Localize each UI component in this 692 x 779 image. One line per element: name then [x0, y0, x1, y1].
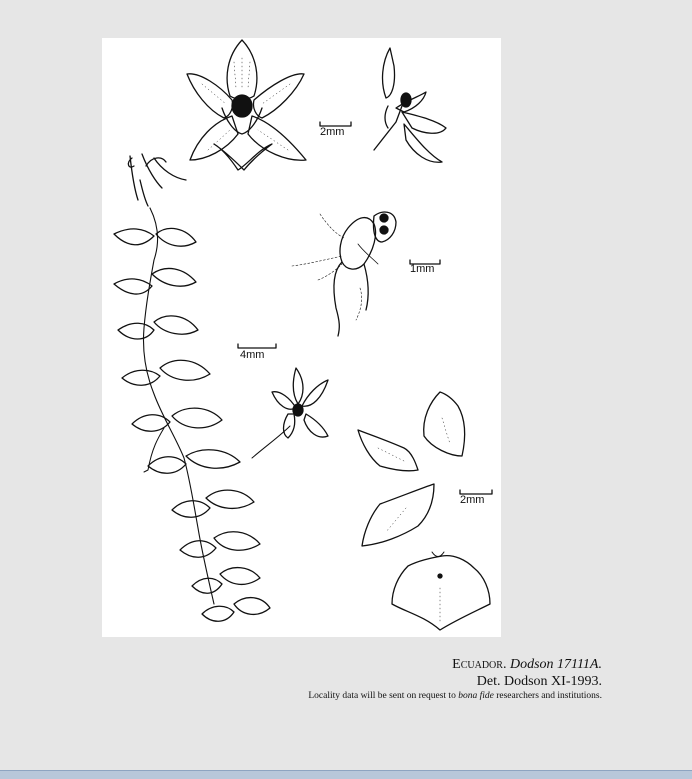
- note-after: researchers and institutions.: [493, 691, 602, 701]
- scale-label-habit: 4mm: [240, 349, 265, 361]
- collection-line: [308, 656, 602, 673]
- determination-line: Det. Dodson XI-1993.: [476, 674, 602, 689]
- country: Ecuador.: [452, 657, 507, 672]
- inflorescence-flower: [252, 368, 328, 458]
- flower-side-view: [374, 48, 446, 162]
- orchid-drawing: [102, 38, 501, 637]
- plant-habit: [114, 154, 270, 621]
- collector-number: Dodson 17111A.: [509, 657, 602, 672]
- note-italic: bona fide: [458, 691, 494, 701]
- scale-label-segments: 2mm: [460, 494, 485, 506]
- dissected-segments: [358, 392, 490, 630]
- scale-label-flower: 2mm: [320, 126, 345, 138]
- flower-front-view: [187, 40, 306, 170]
- botanical-illustration-plate: [102, 38, 501, 637]
- specimen-caption: [308, 656, 602, 702]
- note-before: Locality data will be sent on request to: [308, 691, 459, 701]
- scale-label-column: 1mm: [410, 263, 435, 275]
- window-bottom-bar: [0, 770, 692, 779]
- locality-note: [308, 690, 602, 702]
- column-detail: [292, 212, 396, 336]
